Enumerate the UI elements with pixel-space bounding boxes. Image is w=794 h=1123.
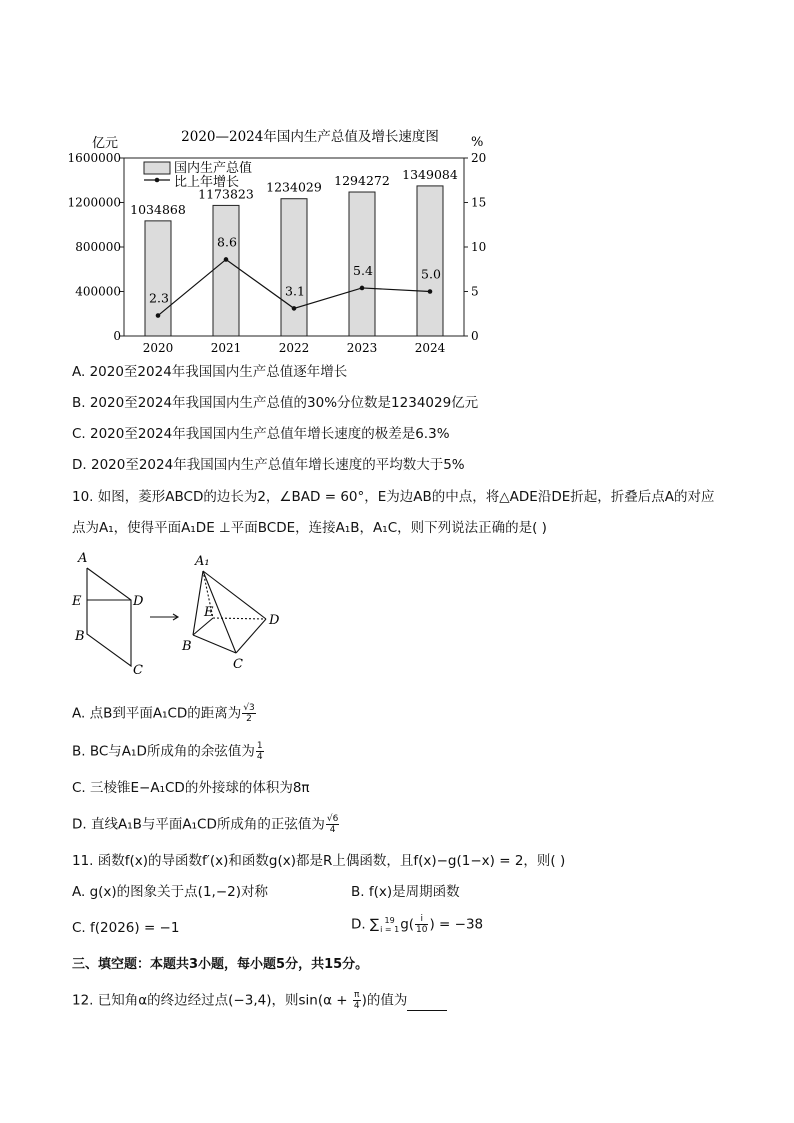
sum-upper: 19 bbox=[384, 915, 395, 925]
legend-line-label: 比上年增长 bbox=[174, 175, 240, 190]
numerator: √6 bbox=[326, 814, 339, 824]
growth-point bbox=[428, 289, 433, 294]
q10-option-a-text: A. 点B到平面A₁CD的距离为 bbox=[72, 705, 242, 722]
numerator: 1 bbox=[256, 741, 263, 751]
q12-text: 12. 已知角α的终边经过点(−3,4)，则sin(α + bbox=[72, 992, 352, 1009]
q11-option-b: B. f(x)是周期函数 bbox=[351, 884, 460, 900]
fraction bbox=[242, 703, 255, 724]
q10-option-b bbox=[72, 741, 265, 762]
growth-point bbox=[156, 313, 161, 318]
gdp-bar-label: 1294272 bbox=[334, 173, 390, 189]
q11-option-d-func: g( bbox=[400, 916, 415, 933]
growth-label: 5.4 bbox=[353, 262, 373, 278]
x-tick-label: 2020 bbox=[142, 341, 174, 355]
growth-point bbox=[292, 306, 297, 311]
label-A1: A₁ bbox=[195, 554, 210, 569]
q9-option-c: C. 2020至2024年我国国内生产总值年增长速度的极差是6.3% bbox=[72, 426, 450, 442]
right-tick-label: 15 bbox=[471, 195, 487, 210]
fraction bbox=[326, 814, 339, 835]
gdp-bar bbox=[417, 186, 443, 336]
q10-stem-line2: 点为A₁，使得平面A₁DE ⊥平面BCDE，连接A₁B，A₁C，则下列说法正确的是( ) bbox=[72, 520, 547, 536]
label-C: C bbox=[133, 663, 143, 678]
q10-figures bbox=[0, 548, 794, 688]
right-axis-label: % bbox=[471, 135, 484, 150]
sum-lower: i = 1 bbox=[380, 924, 400, 934]
gdp-chart bbox=[0, 0, 794, 360]
rhombus-figure bbox=[71, 551, 144, 678]
label-A: A bbox=[78, 551, 88, 566]
q11-option-d-tail: ) = −38 bbox=[429, 916, 484, 933]
growth-point bbox=[224, 257, 229, 262]
legend-bar-label: 国内生产总值 bbox=[174, 161, 253, 176]
label-D: D bbox=[133, 594, 144, 609]
chart-legend bbox=[144, 160, 252, 190]
left-tick-label: 1600000 bbox=[67, 151, 121, 165]
q10-option-b-text: B. BC与A₁D所成角的余弦值为 bbox=[72, 743, 255, 760]
label-C-folded: C bbox=[233, 657, 243, 672]
q11-option-d-text: D. ∑ bbox=[351, 916, 380, 933]
right-tick-label: 10 bbox=[471, 240, 487, 254]
denominator: 4 bbox=[329, 825, 336, 835]
legend-bar-swatch bbox=[144, 162, 170, 174]
right-tick-label: 0 bbox=[471, 329, 479, 343]
q11-option-a: A. g(x)的图象关于点(1,−2)对称 bbox=[72, 884, 268, 900]
pyramid-figure bbox=[181, 554, 280, 672]
growth-label: 2.3 bbox=[149, 290, 169, 306]
q12-stem bbox=[72, 990, 447, 1011]
gdp-bar-label: 1173823 bbox=[198, 186, 254, 202]
right-tick-label: 20 bbox=[471, 151, 487, 165]
fraction bbox=[256, 741, 264, 762]
gdp-bar bbox=[145, 221, 171, 336]
denominator: 4 bbox=[353, 1001, 360, 1011]
x-tick-label: 2024 bbox=[414, 341, 446, 355]
sum-limits bbox=[380, 916, 399, 934]
gdp-bar-label: 1349084 bbox=[402, 166, 458, 182]
gdp-bar bbox=[213, 205, 239, 336]
left-tick-label: 400000 bbox=[75, 284, 121, 299]
answer-blank[interactable] bbox=[407, 996, 447, 1011]
left-tick-label: 0 bbox=[113, 329, 121, 343]
chart-title: 2020—2024年国内生产总值及增长速度图 bbox=[181, 129, 439, 145]
numerator: √3 bbox=[243, 703, 255, 713]
q10-option-d-text: D. 直线A₁B与平面A₁CD所成角的正弦值为 bbox=[72, 816, 325, 833]
fraction bbox=[415, 914, 428, 935]
q10-option-d bbox=[72, 814, 340, 835]
left-axis-label: 亿元 bbox=[92, 136, 119, 151]
label-E-folded: E bbox=[204, 605, 214, 620]
q10-option-c: C. 三棱锥E−A₁CD的外接球的体积为8π bbox=[72, 780, 310, 796]
q9-option-d: D. 2020至2024年我国国内生产总值年增长速度的平均数大于5% bbox=[72, 457, 465, 473]
gdp-bar-label: 1234029 bbox=[266, 179, 322, 195]
denominator: 10 bbox=[416, 925, 428, 935]
legend-line-marker bbox=[155, 178, 160, 183]
left-tick-label: 1200000 bbox=[67, 195, 121, 210]
q11-option-d bbox=[351, 914, 483, 935]
fraction bbox=[353, 990, 361, 1011]
q12-text-suffix: )的值为 bbox=[361, 992, 408, 1009]
growth-label: 5.0 bbox=[421, 266, 441, 282]
section-heading: 三、填空题：本题共3小题，每小题5分，共15分。 bbox=[72, 957, 369, 972]
gdp-bar-label: 1034868 bbox=[130, 201, 186, 217]
growth-label: 8.6 bbox=[217, 234, 237, 250]
fold-arrow bbox=[150, 614, 178, 620]
x-tick-label: 2023 bbox=[346, 341, 378, 355]
q9-option-b: B. 2020至2024年我国国内生产总值的30%分位数是1234029亿元 bbox=[72, 395, 479, 411]
numerator: π bbox=[354, 990, 360, 1000]
x-tick-label: 2022 bbox=[278, 341, 310, 355]
denominator: 2 bbox=[246, 714, 252, 724]
left-tick-label: 800000 bbox=[75, 240, 121, 254]
label-D-folded: D bbox=[269, 613, 280, 628]
q10-option-a bbox=[72, 703, 257, 724]
x-tick-label: 2021 bbox=[210, 341, 242, 355]
growth-label: 3.1 bbox=[285, 283, 305, 299]
q9-option-a: A. 2020至2024年我国国内生产总值逐年增长 bbox=[72, 364, 348, 380]
label-B-folded: B bbox=[182, 639, 192, 654]
denominator: 4 bbox=[256, 752, 263, 762]
q11-stem: 11. 函数f(x)的导函数f′(x)和函数g(x)都是R上偶函数，且f(x)−g(1−x) = 2，则( ) bbox=[72, 853, 566, 869]
numerator: i bbox=[415, 914, 428, 925]
q11-option-c: C. f(2026) = −1 bbox=[72, 920, 180, 936]
q10-stem-line1: 10. 如图，菱形ABCD的边长为2，∠BAD = 60°，E为边AB的中点，将△ADE沿DE折起，折叠后点A的对应 bbox=[72, 489, 715, 505]
label-E: E bbox=[72, 594, 82, 609]
right-tick-label: 5 bbox=[471, 284, 479, 299]
growth-point bbox=[360, 286, 365, 291]
label-B: B bbox=[75, 629, 85, 644]
gdp-bar bbox=[281, 199, 307, 336]
